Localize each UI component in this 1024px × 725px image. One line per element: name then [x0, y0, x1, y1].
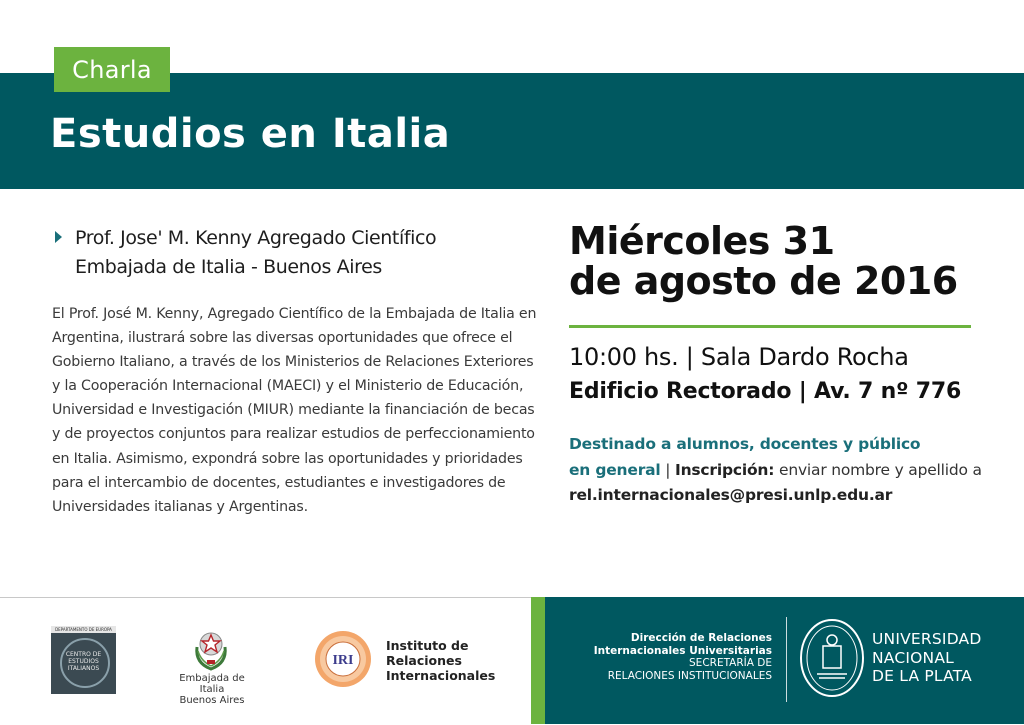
unlp-line-1: UNIVERSIDAD	[872, 630, 982, 648]
iri-line-3: Internacionales	[386, 668, 496, 683]
speaker-line-2: Embajada de Italia - Buenos Aires	[75, 256, 382, 278]
date-line-2: de agosto de 2016	[569, 259, 958, 303]
iri-mark: IRI	[332, 653, 354, 668]
cei-department-label: DEPARTAMENTO DE EUROPA	[51, 626, 116, 633]
cei-name: CENTRO DE ESTUDIOS ITALIANOS	[65, 651, 102, 672]
iri-logo-icon	[314, 630, 372, 688]
audience-text-2: en general	[569, 460, 661, 479]
description-text: El Prof. José M. Kenny, Agregado Científico de la Embajada de Italia en Argentina, ilustrará sobre las diversas oportunidades que ofrece el Gobierno Italiano, a través de los Ministerios de Relaciones Exteriores y la Cooperación Internacional (MAECI) y el Ministerio de Educación, Universidad e Investigación (MIUR) mediante la financiación de becas y de proyectos conjuntos para realizar estudios de perfeccionamiento en Italia. Asimismo, expondrá sobre las oportunidades y prioridades para el intercambio de docentes, estudiantes e investigadores de Universidades italianas y Argentinas.	[52, 306, 537, 515]
embajada-line-2: Buenos Aires	[179, 695, 245, 706]
unlp-line-3: DE LA PLATA	[872, 667, 972, 685]
unlp-seal-icon	[799, 618, 865, 698]
direccion-block	[578, 632, 772, 682]
registration-info	[569, 432, 1009, 509]
footer-divider	[786, 617, 787, 702]
iri-line-2: Relaciones	[386, 653, 462, 668]
audience-text-1: Destinado a alumnos, docentes y público	[569, 435, 921, 453]
date-line-1: Miércoles 31	[569, 219, 835, 263]
contact-email[interactable]: rel.internacionales@presi.unlp.edu.ar	[569, 486, 893, 504]
iri-line-1: Instituto de	[386, 638, 469, 653]
embajada-line-1: Embajada de Italia	[179, 673, 245, 695]
event-type-tag: Charla	[54, 47, 170, 92]
event-venue: Edificio Rectorado | Av. 7 nº 776	[569, 379, 962, 404]
divider-line	[569, 325, 971, 328]
unlp-line-2: NACIONAL	[872, 648, 954, 667]
unlp-name	[872, 630, 982, 686]
dir-line-2: Internacionales Universitarias	[593, 644, 772, 657]
separator: |	[660, 460, 675, 479]
speaker-block	[55, 224, 535, 282]
iri-name	[386, 638, 495, 683]
registration-label: Inscripción:	[675, 460, 775, 479]
dir-line-1: Dirección de Relaciones	[630, 632, 772, 644]
event-date	[569, 221, 1009, 301]
dir-line-3: SECRETARÍA DE	[689, 657, 772, 669]
registration-text: enviar nombre y apellido a	[774, 460, 982, 479]
centro-estudios-italianos-logo	[51, 626, 116, 694]
speaker-name	[75, 224, 535, 282]
event-time-place: 10:00 hs. | Sala Dardo Rocha	[569, 343, 909, 371]
dir-line-4: RELACIONES INSTITUCIONALES	[607, 669, 772, 682]
footer-accent-stripe	[531, 597, 545, 724]
speaker-line-1: Prof. Jose' M. Kenny Agregado Científico	[75, 227, 437, 249]
page-title: Estudios en Italia	[50, 111, 451, 157]
italian-emblem-icon	[193, 627, 229, 671]
triangle-bullet-icon	[55, 231, 62, 243]
embajada-logo-text	[172, 673, 252, 706]
